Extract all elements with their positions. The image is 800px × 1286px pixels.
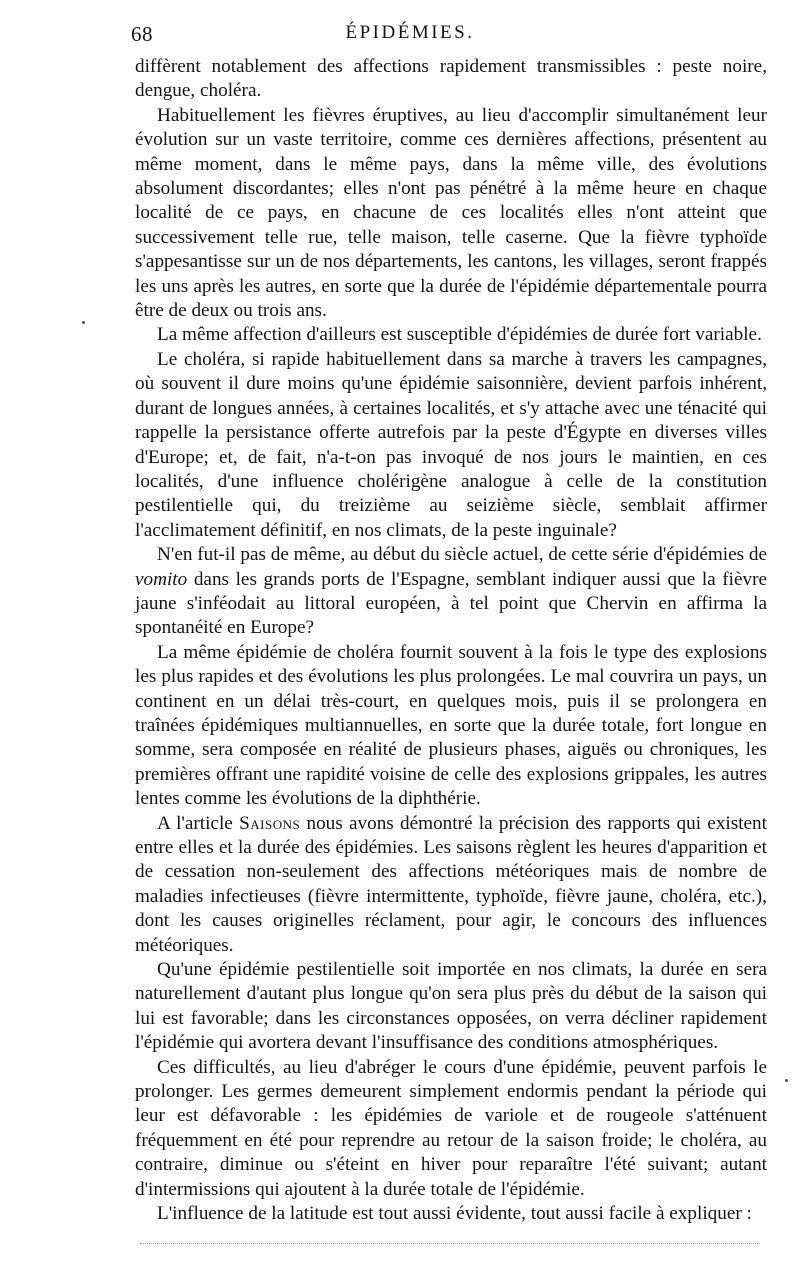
paragraph-2: Habituellement les fièvres éruptives, au lieu d'accomplir simultanément leur évolution sur un vaste territoire, comme ces dernières affections, présentent au même moment, dans le même pays, dans la même ville, des évolutions absolument discordantes; elles n'ont pas pénétré à la même heure en chaque localité de ce pays, en chacune de ces localités elles n'ont atteint que successivement telle rue, telle maison, telle caserne. Que la fièvre typhoïde s'appesantisse sur un de nos départements, les cantons, les villages, seront frappés les uns après les autres, en sorte que la durée de l'épidémie départementale pourra être de deux ou trois ans. <box>135 104 767 322</box>
paragraph-7-end: nous avons démontré la précision des rapports qui existent entre elles et la durée des épidémies. Les saisons règlent les heures d'apparition et de cessation non-seulement des affections météoriques mais de nombre de maladies infectieuses (fièvre intermittente, typhoïde, fièvre jaune, choléra, etc.), dont les causes originelles réclament, pour agir, le concours des influences météoriques. <box>135 812 767 956</box>
paragraph-5-start: N'en fut-il pas de même, au début du siècle actuel, de cette série d'épidémies de <box>157 544 768 566</box>
paragraph-7 <box>135 812 767 958</box>
paragraph-5 <box>135 543 767 641</box>
paragraph-9: Ces difficultés, au lieu d'abréger le cours d'une épidémie, peuvent parfois le prolonger. Les germes demeurent simplement endormis pendant la période qui leur est défavorable : les épidémies de variole et de rougeole s'atténuent fréquemment en été pour reprendre au retour de la saison froide; le choléra, au contraire, diminue ou s'éteint en hiver pour reparaître l'été suivant; autant d'intermissions qui ajoutent à la durée totale de l'épidémie. <box>135 1056 767 1200</box>
vomito-term: vomito <box>135 568 188 590</box>
print-speck <box>82 321 85 324</box>
paragraph-3: La même affection d'ailleurs est susceptible d'épidémies de durée fort variable. <box>157 324 762 346</box>
paragraph-4: Le choléra, si rapide habituellement dans sa marche à travers les campagnes, où souvent il dure moins qu'une épidémie saisonnière, devient parfois inhérent, durant de longues années, à certaines localités, et s'y attache avec une ténacité qui rappelle la persistance offerte autrefois par la peste d'Égypte en diverses villes d'Europe; et, de fait, n'a-t-on pas invoqué de nos jours le maintien, en ces localités, d'une influence cholérigène analogue à celle de la constitution pestilentielle qui, du treizième au seizième siècle, semblait affirmer l'acclimatement définitif, en nos climats, de la peste inguinale? <box>135 348 767 541</box>
page-number: 68 <box>131 22 153 46</box>
bottom-rule <box>140 1243 760 1244</box>
paragraph-7-start: A l'article <box>157 812 240 834</box>
paragraph-1: diffèrent notablement des affections rapidement transmissibles : peste noire, dengue, choléra. <box>135 56 767 102</box>
running-title: ÉPIDÉMIES. <box>345 22 475 43</box>
saisons-reference: Saisons <box>239 812 301 834</box>
print-speck <box>785 1079 788 1082</box>
paragraph-6: La même épidémie de choléra fournit souvent à la fois le type des explosions les plus rapides et des évolutions les plus prolongées. Le mal couvrira un pays, un continent en un délai très-court, en quelques mois, puis il se prolongera en traînées épidémiques multiannuelles, en sorte que la durée totale, fort longue en somme, sera composée en réalité de plusieurs phases, aiguës ou chroniques, les premières offrant une rapidité voisine de celle des explosions grippales, les autres lentes comme les évolutions de la diphthérie. <box>135 641 767 810</box>
paragraph-10: L'influence de la latitude est tout aussi évidente, tout aussi facile à expliquer : <box>157 1203 752 1225</box>
body-text <box>135 55 767 1227</box>
paragraph-8: Qu'une épidémie pestilentielle soit importée en nos climats, la durée en sera naturellement d'autant plus longue qu'on sera plus près du début de la saison qui lui est favorable; dans les circonstances opposées, on verra décliner rapidement l'épidémie qui avortera devant l'insuffisance des conditions atmosphériques. <box>135 959 767 1054</box>
paragraph-5-end: dans les grands ports de l'Espagne, semblant indiquer aussi que la fièvre jaune s'inféodait au littoral européen, à tel point que Chervin en affirma la spontanéité en Europe? <box>135 568 767 639</box>
